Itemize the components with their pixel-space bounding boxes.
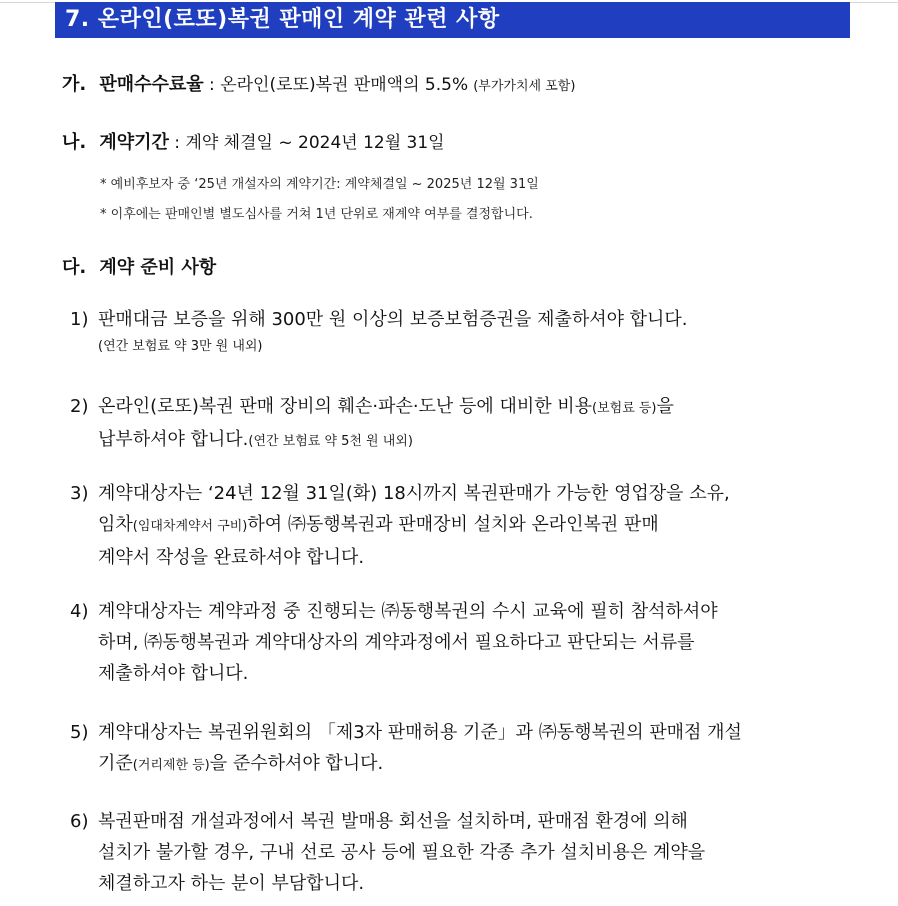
prep-item-6 xyxy=(65,806,851,899)
item-number: 6) xyxy=(70,811,89,832)
commission-rate-line xyxy=(62,70,575,96)
item-small-note: (거리제한 등) xyxy=(132,758,210,773)
item-small-note: (임대차계약서 구비) xyxy=(132,519,248,534)
na-note-1: * 예비후보자 중 ‘25년 개설자의 계약기간: 계약체결일 ~ 2025년 12월 31일 xyxy=(100,177,539,192)
na-text: 계약 체결일 ~ 2024년 12월 31일 xyxy=(185,133,445,153)
section-title: 7. 온라인(로또)복권 판매인 계약 관련 사항 xyxy=(55,2,850,38)
ga-text: 온라인(로또)복권 판매액의 5.5% xyxy=(220,75,469,95)
item-small-note: (연간 보험료 약 5천 원 내외) xyxy=(248,434,413,449)
prep-item-4 xyxy=(65,596,851,689)
prep-item-5 xyxy=(65,717,851,781)
item-number: 4) xyxy=(70,601,89,622)
contract-period-line xyxy=(62,128,445,154)
na-note-2: * 이후에는 판매인별 별도심사를 거쳐 1년 단위로 재계약 여부를 결정합니다. xyxy=(100,207,533,222)
item-small-note: (연간 보험료 약 3만 원 내외) xyxy=(98,339,263,354)
ga-label: 가. xyxy=(62,74,87,95)
item-line-tail: 하여 ㈜동행복권과 판매장비 설치와 온라인복권 판매 xyxy=(247,514,659,535)
prep-item-3 xyxy=(65,478,851,573)
da-heading: 계약 준비 사항 xyxy=(99,257,217,278)
ga-separator: : xyxy=(203,75,221,95)
item-line: 설치가 불가할 경우, 구내 선로 공사 등에 필요한 각종 추가 설치비용은 계약을 xyxy=(98,842,706,863)
item-line-tail: 을 준수하셔야 합니다. xyxy=(209,753,384,774)
na-separator: : xyxy=(168,133,186,153)
item-number: 3) xyxy=(70,483,89,504)
item-line-tail: 을 xyxy=(656,396,674,417)
item-line: 하며, ㈜동행복권과 계약대상자의 계약과정에서 필요하다고 판단되는 서류를 xyxy=(98,632,695,653)
da-label: 다. xyxy=(62,257,87,278)
prep-item-2 xyxy=(65,391,851,457)
ga-heading: 판매수수료율 xyxy=(99,74,204,95)
item-line: 계약대상자는 ‘24년 12월 31일(화) 18시까지 복권판매가 가능한 영업장을 소유, xyxy=(98,483,730,504)
item-number: 1) xyxy=(70,309,89,330)
na-label: 나. xyxy=(62,132,87,153)
ga-small: (부가가치세 포함) xyxy=(473,79,576,94)
item-line: 제출하셔야 합니다. xyxy=(98,663,249,684)
item-line: 온라인(로또)복권 판매 장비의 훼손·파손·도난 등에 대비한 비용 xyxy=(98,396,593,417)
item-small-note: (보험료 등) xyxy=(592,401,657,416)
item-line: 계약서 작성을 완료하셔야 합니다. xyxy=(98,547,365,568)
item-line: 계약대상자는 복권위원회의 「제3자 판매허용 기준」과 ㈜동행복권의 판매점 개설 xyxy=(98,722,742,743)
na-heading: 계약기간 xyxy=(99,132,169,153)
item-line: 납부하셔야 합니다. xyxy=(98,429,249,450)
item-line: 임차 xyxy=(98,514,133,535)
prep-item-1 xyxy=(65,304,851,359)
item-number: 5) xyxy=(70,722,89,743)
item-line: 복권판매점 개설과정에서 복권 발매용 회선을 설치하며, 판매점 환경에 의해 xyxy=(98,811,688,832)
item-line: 체결하고자 하는 분이 부담합니다. xyxy=(98,873,365,894)
item-line: 계약대상자는 계약과정 중 진행되는 ㈜동행복권의 수시 교육에 필히 참석하셔야 xyxy=(98,601,718,622)
preparation-heading xyxy=(62,253,216,279)
item-line: 판매대금 보증을 위해 300만 원 이상의 보증보험증권을 제출하셔야 합니다. xyxy=(98,309,688,330)
item-line: 기준 xyxy=(98,753,133,774)
item-number: 2) xyxy=(70,396,89,417)
